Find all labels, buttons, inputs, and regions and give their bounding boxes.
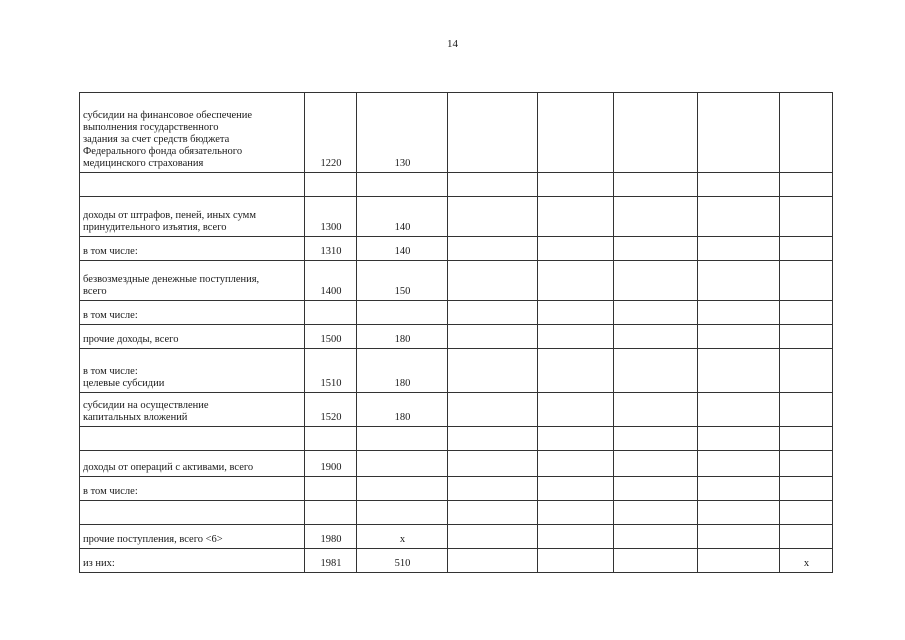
last-column-cell (780, 349, 833, 393)
row-label (80, 349, 305, 393)
row-label (80, 197, 305, 237)
value-cell (448, 501, 538, 525)
last-column-cell (780, 197, 833, 237)
table-row (80, 549, 833, 573)
table-row (80, 301, 833, 325)
row-label (80, 393, 305, 427)
row-label-text: из них: (83, 558, 115, 569)
value-cell (614, 427, 698, 451)
row-code: 1220 (305, 93, 357, 173)
row-label (80, 237, 305, 261)
row-code: 1500 (305, 325, 357, 349)
row-label-text: прочие доходы, всего (83, 334, 179, 345)
row-label (80, 93, 305, 173)
table-row (80, 525, 833, 549)
row-label (80, 427, 305, 451)
table-row (80, 427, 833, 451)
value-cell (698, 237, 780, 261)
value-cell (448, 237, 538, 261)
row-kosgu-code: 140 (357, 197, 448, 237)
row-kosgu-code (357, 173, 448, 197)
row-label (80, 549, 305, 573)
table-row (80, 451, 833, 477)
page-number: 14 (447, 38, 458, 50)
value-cell (698, 451, 780, 477)
value-cell (698, 477, 780, 501)
value-cell (698, 427, 780, 451)
value-cell (614, 173, 698, 197)
value-cell (448, 525, 538, 549)
value-cell (538, 501, 614, 525)
table-row (80, 261, 833, 301)
value-cell (538, 477, 614, 501)
row-label-text: в том числе: целевые субсидии (83, 366, 165, 389)
value-cell (538, 325, 614, 349)
value-cell (448, 349, 538, 393)
row-code: 1980 (305, 525, 357, 549)
value-cell (538, 197, 614, 237)
last-column-cell (780, 93, 833, 173)
value-cell (538, 237, 614, 261)
value-cell (698, 349, 780, 393)
value-cell (698, 197, 780, 237)
value-cell (538, 525, 614, 549)
table-row (80, 173, 833, 197)
row-kosgu-code: 180 (357, 349, 448, 393)
table-row (80, 349, 833, 393)
value-cell (448, 477, 538, 501)
value-cell (614, 325, 698, 349)
value-cell (538, 93, 614, 173)
value-cell (538, 349, 614, 393)
row-label-text: в том числе: (83, 310, 138, 321)
value-cell (448, 393, 538, 427)
table-row (80, 197, 833, 237)
row-code: 1300 (305, 197, 357, 237)
value-cell (698, 261, 780, 301)
row-code: 1510 (305, 349, 357, 393)
row-label (80, 451, 305, 477)
financial-report-table (79, 92, 833, 573)
row-kosgu-code: 180 (357, 325, 448, 349)
last-column-cell (780, 237, 833, 261)
row-kosgu-code: 130 (357, 93, 448, 173)
value-cell (538, 451, 614, 477)
row-code (305, 301, 357, 325)
row-code (305, 173, 357, 197)
last-column-cell (780, 525, 833, 549)
value-cell (698, 173, 780, 197)
last-column-cell (780, 427, 833, 451)
row-label-text: субсидии на осуществление капитальных вложений (83, 400, 209, 423)
last-column-cell (780, 451, 833, 477)
row-code: 1310 (305, 237, 357, 261)
last-column-cell (780, 501, 833, 525)
value-cell (698, 301, 780, 325)
table-row (80, 477, 833, 501)
table-row (80, 325, 833, 349)
row-label (80, 173, 305, 197)
value-cell (538, 173, 614, 197)
row-label (80, 301, 305, 325)
row-code: 1400 (305, 261, 357, 301)
value-cell (614, 261, 698, 301)
row-label (80, 477, 305, 501)
value-cell (698, 525, 780, 549)
value-cell (538, 393, 614, 427)
row-kosgu-code: 180 (357, 393, 448, 427)
value-cell (698, 393, 780, 427)
value-cell (448, 549, 538, 573)
row-code: 1520 (305, 393, 357, 427)
row-kosgu-code: 150 (357, 261, 448, 301)
value-cell (448, 93, 538, 173)
value-cell (448, 451, 538, 477)
value-cell (614, 237, 698, 261)
value-cell (614, 451, 698, 477)
row-kosgu-code (357, 477, 448, 501)
value-cell (614, 197, 698, 237)
row-kosgu-code: 510 (357, 549, 448, 573)
row-kosgu-code (357, 301, 448, 325)
row-label (80, 501, 305, 525)
row-kosgu-code (357, 501, 448, 525)
last-column-cell (780, 393, 833, 427)
row-label-text: субсидии на финансовое обеспечение выполнения государственного задания за счет средств бюджета Федерального фонда обязательного медицинского страхования (83, 110, 253, 169)
value-cell (614, 501, 698, 525)
value-cell (448, 325, 538, 349)
value-cell (538, 261, 614, 301)
value-cell (698, 93, 780, 173)
row-label-text: в том числе: (83, 246, 138, 257)
table-body (80, 93, 833, 573)
row-label-text: доходы от штрафов, пеней, иных сумм принудительного изъятия, всего (83, 210, 256, 233)
row-label-text: прочие поступления, всего <6> (83, 534, 223, 545)
value-cell (538, 427, 614, 451)
last-column-cell (780, 301, 833, 325)
row-label-text: в том числе: (83, 486, 138, 497)
table-row (80, 501, 833, 525)
row-code (305, 427, 357, 451)
row-kosgu-code (357, 427, 448, 451)
last-column-cell (780, 477, 833, 501)
row-code (305, 477, 357, 501)
value-cell (614, 549, 698, 573)
last-column-cell: x (780, 549, 833, 573)
last-column-cell (780, 325, 833, 349)
table-row (80, 237, 833, 261)
value-cell (614, 93, 698, 173)
last-column-cell (780, 173, 833, 197)
last-column-cell (780, 261, 833, 301)
row-code (305, 501, 357, 525)
table-row (80, 93, 833, 173)
row-code: 1900 (305, 451, 357, 477)
value-cell (614, 393, 698, 427)
value-cell (698, 501, 780, 525)
table-row (80, 393, 833, 427)
value-cell (448, 427, 538, 451)
value-cell (614, 477, 698, 501)
row-kosgu-code (357, 451, 448, 477)
value-cell (614, 525, 698, 549)
row-label-text: доходы от операций с активами, всего (83, 462, 254, 473)
value-cell (448, 301, 538, 325)
value-cell (448, 197, 538, 237)
value-cell (448, 173, 538, 197)
row-kosgu-code: x (357, 525, 448, 549)
value-cell (698, 325, 780, 349)
value-cell (614, 301, 698, 325)
row-label (80, 525, 305, 549)
value-cell (538, 301, 614, 325)
value-cell (698, 549, 780, 573)
row-code: 1981 (305, 549, 357, 573)
value-cell (538, 549, 614, 573)
value-cell (448, 261, 538, 301)
value-cell (614, 349, 698, 393)
row-label (80, 261, 305, 301)
row-label (80, 325, 305, 349)
row-label-text: безвозмездные денежные поступления, всего (83, 274, 260, 297)
row-kosgu-code: 140 (357, 237, 448, 261)
